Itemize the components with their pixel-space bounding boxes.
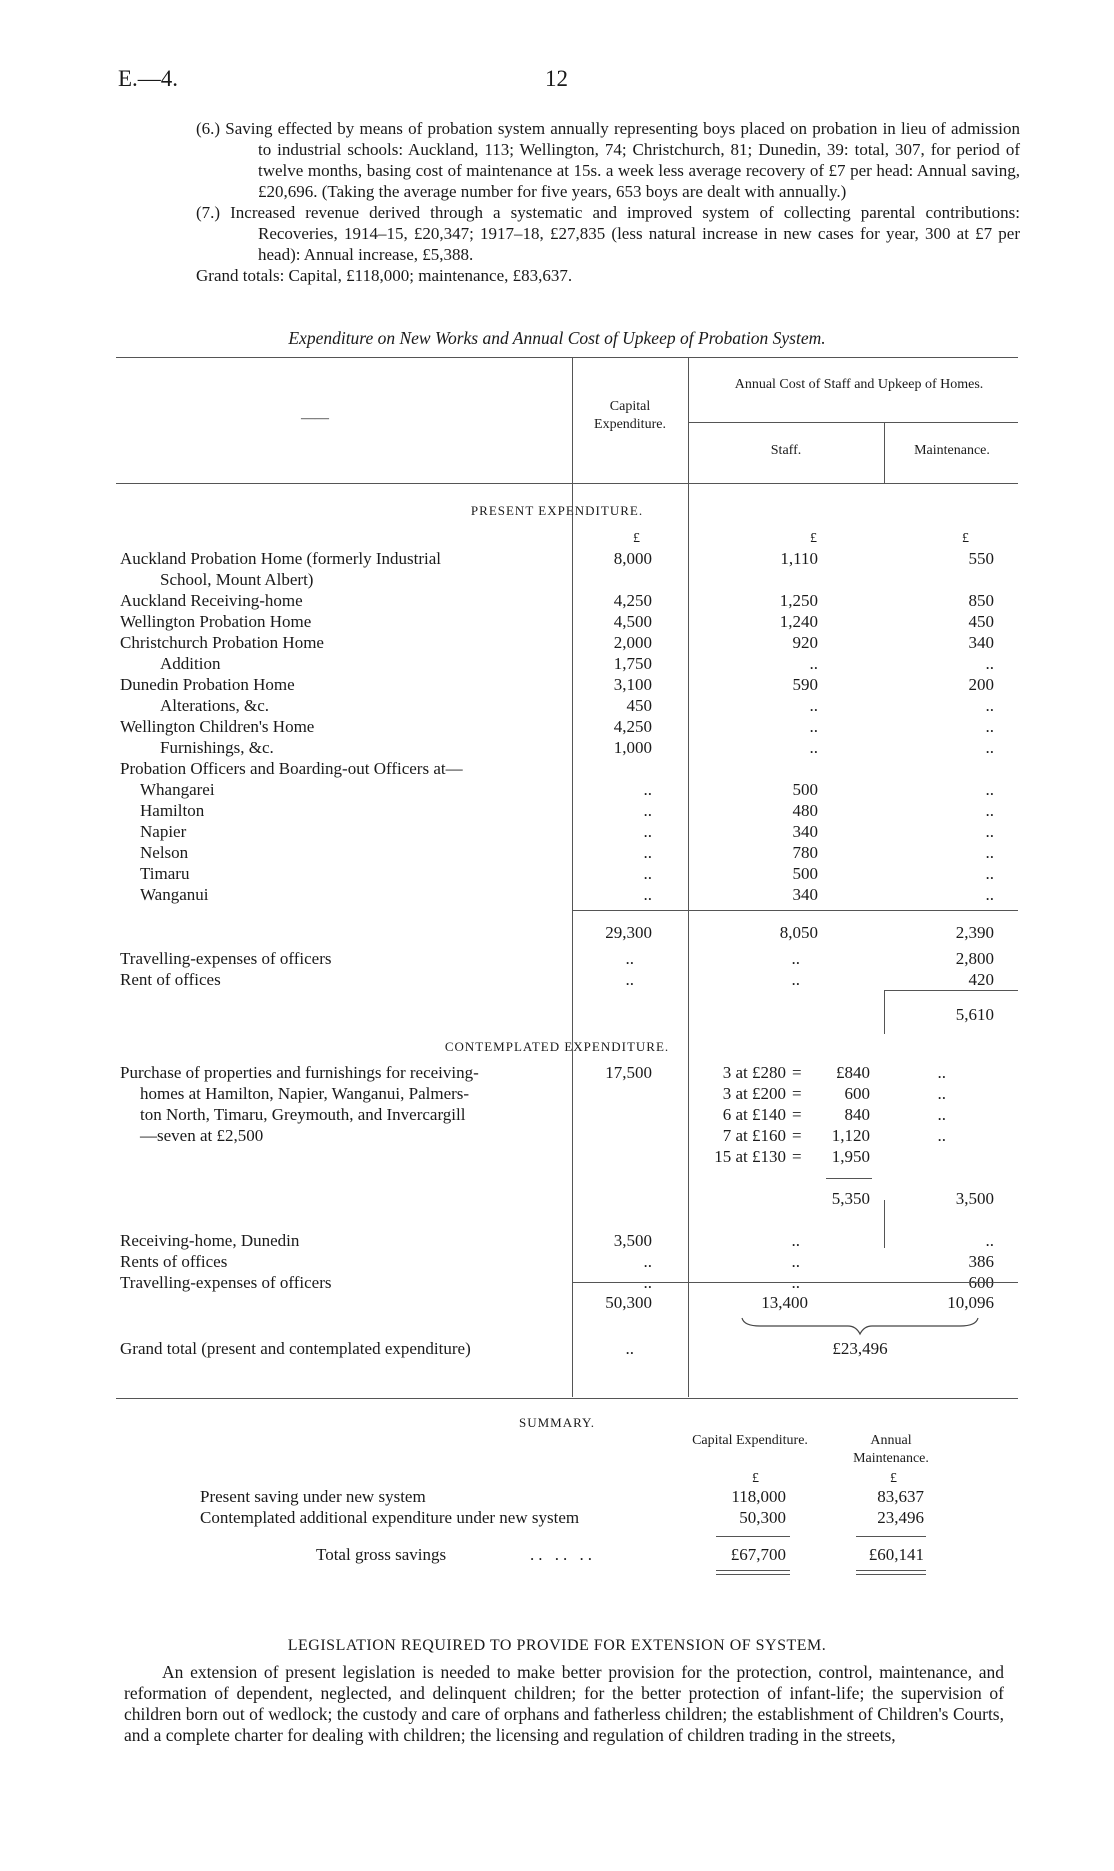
present-subtotal-capital: 29,300 [605, 923, 652, 942]
row-staff: .. [809, 696, 818, 715]
calc-count: 3 at £200 [722, 1084, 786, 1103]
row-label: Wanganui [140, 885, 209, 904]
summary-total-maint: £60,141 [868, 1545, 924, 1564]
row-maint: .. [985, 885, 994, 904]
currency-maint: £ [962, 531, 969, 546]
calc-amount: 1,120 [831, 1126, 870, 1145]
summary-total-capital: £67,700 [730, 1545, 786, 1564]
purchase-label-line: Purchase of properties and furnishings for receiving- [120, 1063, 479, 1082]
annual-header: Annual Cost of Staff and Upkeep of Homes. [734, 377, 984, 392]
summary-currency-capital: £ [752, 1471, 759, 1486]
row-capital: .. [643, 1273, 652, 1292]
row-maint: .. [985, 864, 994, 883]
calc-eq: = [792, 1084, 802, 1103]
row-label: Dunedin Probation Home [120, 675, 295, 694]
intro-block [196, 118, 1020, 286]
row-label: Auckland Receiving-home [120, 591, 303, 610]
page-number: 12 [545, 66, 568, 91]
row-maint: .. [985, 654, 994, 673]
calc-maint: .. [937, 1105, 946, 1124]
contemplated-heading: CONTEMPLATED EXPENDITURE. [444, 1039, 670, 1054]
row-capital: 450 [626, 696, 652, 715]
col-divider-3-mid [884, 990, 885, 1034]
row-maint: 420 [968, 970, 994, 989]
contemplated-total-maint: 10,096 [947, 1293, 994, 1312]
contemplated-total-staff: 13,400 [761, 1293, 808, 1312]
calc-count: 6 at £140 [722, 1105, 786, 1124]
summary-double-rule [716, 1574, 790, 1575]
purchase-label-line: homes at Hamilton, Napier, Wanganui, Palmers- [140, 1084, 470, 1103]
row-maint: .. [985, 717, 994, 736]
currency-capital: £ [633, 531, 640, 546]
row-staff: 340 [792, 822, 818, 841]
grand-total-capital: .. [625, 1339, 634, 1358]
row-maint: 550 [968, 549, 994, 568]
row-maint: .. [985, 738, 994, 757]
row-maint: 200 [968, 675, 994, 694]
stub-dash: —— [301, 411, 329, 426]
row-label: School, Mount Albert) [160, 570, 314, 589]
grand-total-annual: £23,496 [832, 1339, 888, 1358]
row-capital: 2,000 [613, 633, 652, 652]
row-staff: .. [791, 1231, 800, 1250]
row-maint: .. [985, 822, 994, 841]
table-bottom-rule [116, 1398, 1018, 1399]
row-maint: .. [985, 780, 994, 799]
row-staff: 1,250 [779, 591, 818, 610]
row-label: Addition [160, 654, 221, 673]
row-capital: 3,100 [613, 675, 652, 694]
calc-eq: = [792, 1105, 802, 1124]
item-7: (7.) Increased revenue derived through a systematic and improved system of collecting parental contributions: Recoveries, 1914–15, £20,347; 1917–18, £27,835 (less natural increase in new cases for year, 300 at £7 per head): Annual increase, £5,388. [196, 203, 1020, 264]
row-capital: .. [643, 822, 652, 841]
present-maint-total: 5,610 [955, 1005, 994, 1024]
summary-row-label: Present saving under new system [200, 1487, 426, 1506]
calc-count: 3 at £280 [722, 1063, 786, 1082]
row-label: Wellington Children's Home [120, 717, 315, 736]
calc-eq: = [792, 1126, 802, 1145]
row-staff: 1,110 [780, 549, 818, 568]
row-capital: 4,250 [613, 591, 652, 610]
row-staff: 500 [792, 780, 818, 799]
row-label: Auckland Probation Home (formerly Industrial [120, 549, 442, 568]
row-maint: .. [985, 801, 994, 820]
table-head-rule [116, 483, 1018, 484]
summary-currency-maint: £ [890, 1471, 897, 1486]
summary-total-label: Total gross savings [316, 1545, 447, 1564]
calc-maint: .. [937, 1084, 946, 1103]
calc-amount: £840 [836, 1063, 870, 1082]
row-staff: 340 [792, 885, 818, 904]
col-divider-3-low [884, 1200, 885, 1248]
calc-maint: .. [937, 1126, 946, 1145]
row-label: Alterations, &c. [160, 696, 270, 715]
row-capital: 4,500 [613, 612, 652, 631]
contemplated-total-rule [572, 1282, 1018, 1283]
row-capital: .. [643, 885, 652, 904]
row-maint: .. [985, 843, 994, 862]
summary-col-capital: Capital Expenditure. [692, 1433, 808, 1448]
row-label: Rent of offices [120, 970, 221, 989]
row-maint: .. [985, 1231, 994, 1250]
calc-eq: = [792, 1063, 802, 1082]
col-divider-3-head [884, 422, 885, 483]
row-label: Napier [140, 822, 187, 841]
row-staff: 1,240 [779, 612, 818, 631]
summary-row-label: Contemplated additional expenditure under new system [200, 1508, 580, 1527]
calc-amount: 600 [844, 1084, 870, 1103]
row-label: Travelling-expenses of officers [120, 1273, 332, 1292]
row-capital: 3,500 [613, 1231, 652, 1250]
capital-header: Capital Expenditure. [594, 399, 666, 432]
present-subtotal-staff: 8,050 [779, 923, 818, 942]
staff-calc-total: 5,350 [831, 1189, 870, 1208]
row-label: Nelson [140, 843, 189, 862]
row-maint: 600 [968, 1273, 994, 1292]
row-capital: .. [625, 970, 634, 989]
row-capital: 1,000 [613, 738, 652, 757]
present-subtotal-rule [572, 910, 1018, 911]
row-staff: 920 [792, 633, 818, 652]
grand-total-label: Grand total (present and contemplated expenditure) [120, 1339, 471, 1358]
row-label: Whangarei [140, 780, 215, 799]
staff-calc-rule [826, 1178, 872, 1179]
row-maint: .. [985, 696, 994, 715]
row-capital: 8,000 [613, 549, 652, 568]
calc-amount: 840 [844, 1105, 870, 1124]
summary-double-rule [856, 1570, 926, 1571]
summary-rule-maint [856, 1536, 926, 1537]
row-staff: .. [791, 970, 800, 989]
purchase-label-line: —seven at £2,500 [140, 1126, 264, 1145]
row-staff: 480 [792, 801, 818, 820]
item-6: (6.) Saving effected by means of probation system annually representing boys placed on probation in lieu of admission to industrial schools: Auckland, 113; Wellington, 74; Christchurch, 81; Dunedin, 39: total, 307, for period of twelve months, basing cost of maintenance at 15s. a week less average recovery of £7 per head: Annual saving, £20,696. (Taking the average number for five years, 653 boys are dealt with annually.) [196, 119, 1020, 201]
row-capital: .. [643, 780, 652, 799]
row-maint: 386 [968, 1252, 994, 1271]
row-capital: .. [643, 843, 652, 862]
row-capital: 1,750 [613, 654, 652, 673]
row-staff: .. [791, 1273, 800, 1292]
row-maint: 850 [968, 591, 994, 610]
row-maint: 340 [968, 633, 994, 652]
row-label: Probation Officers and Boarding-out Officers at— [120, 759, 463, 778]
currency-staff: £ [810, 531, 817, 546]
summary-double-rule [856, 1574, 926, 1575]
table-top-rule [116, 357, 1018, 358]
row-staff: .. [809, 717, 818, 736]
row-staff: 590 [792, 675, 818, 694]
summary-heading: SUMMARY. [518, 1415, 596, 1430]
legislation-text: An extension of present legislation is needed to make better provision for the protection, control, maintenance, and reformation of dependent, neglected, and delinquent children; for the better protection of infant-life; the supervision of children born out of wedlock; the custody and care of orphans and fatherless children; the establishment of Children's Courts, and a complete charter for dealing with children; the licensing and regulation of children trading in the streets, [124, 1662, 1004, 1745]
row-capital: .. [643, 801, 652, 820]
calc-maint: .. [937, 1063, 946, 1082]
maintenance-header: Maintenance. [914, 443, 990, 458]
present-heading: PRESENT EXPENDITURE. [470, 503, 644, 518]
calc-eq: = [792, 1147, 802, 1166]
legislation-title: LEGISLATION REQUIRED TO PROVIDE FOR EXTENSION OF SYSTEM. [287, 1637, 827, 1654]
row-capital: .. [625, 949, 634, 968]
row-label: Rents of offices [120, 1252, 228, 1271]
row-capital: 4,250 [613, 717, 652, 736]
row-label: Christchurch Probation Home [120, 633, 324, 652]
row-label: Furnishings, &c. [160, 738, 274, 757]
row-staff: .. [791, 949, 800, 968]
calc-count: 15 at £130 [714, 1147, 786, 1166]
row-staff: .. [809, 654, 818, 673]
row-label: Timaru [140, 864, 190, 883]
row-staff: .. [809, 738, 818, 757]
row-label: Hamilton [140, 801, 205, 820]
staff-header: Staff. [770, 443, 802, 458]
row-staff: .. [791, 1252, 800, 1271]
row-label: Wellington Probation Home [120, 612, 312, 631]
summary-row-maint: 83,637 [877, 1487, 924, 1506]
maint-calc-total: 3,500 [955, 1189, 994, 1208]
summary-col-maint: Annual Maintenance. [853, 1433, 929, 1466]
calc-amount: 1,950 [831, 1147, 870, 1166]
summary-row-capital: 50,300 [739, 1508, 786, 1527]
row-staff: 780 [792, 843, 818, 862]
row-capital: .. [643, 864, 652, 883]
maint-total-rule [884, 990, 1018, 991]
summary-total-dots: .. .. .. [530, 1545, 596, 1564]
row-label: Receiving-home, Dunedin [120, 1231, 300, 1250]
grand-total-brace [740, 1316, 980, 1338]
purchase-label-line: ton North, Timaru, Greymouth, and Invercargill [140, 1105, 466, 1124]
summary-row-maint: 23,496 [877, 1508, 924, 1527]
summary-row-capital: 118,000 [731, 1487, 786, 1506]
calc-count: 7 at £160 [722, 1126, 786, 1145]
table-caption: Expenditure on New Works and Annual Cost of Upkeep of Probation System. [288, 328, 826, 348]
present-subtotal-maint: 2,390 [955, 923, 994, 942]
purchase-capital: 17,500 [605, 1063, 652, 1082]
annual-sub-rule [688, 422, 1018, 423]
summary-rule-capital [716, 1536, 790, 1537]
contemplated-total-capital: 50,300 [605, 1293, 652, 1312]
row-capital: .. [643, 1252, 652, 1271]
grand-totals-line: Grand totals: Capital, £118,000; maintenance, £83,637. [196, 266, 573, 285]
document-code: E.—4. [118, 66, 179, 91]
row-label: Travelling-expenses of officers [120, 949, 332, 968]
row-maint: 2,800 [955, 949, 994, 968]
summary-double-rule [716, 1570, 790, 1571]
row-staff: 500 [792, 864, 818, 883]
row-maint: 450 [968, 612, 994, 631]
